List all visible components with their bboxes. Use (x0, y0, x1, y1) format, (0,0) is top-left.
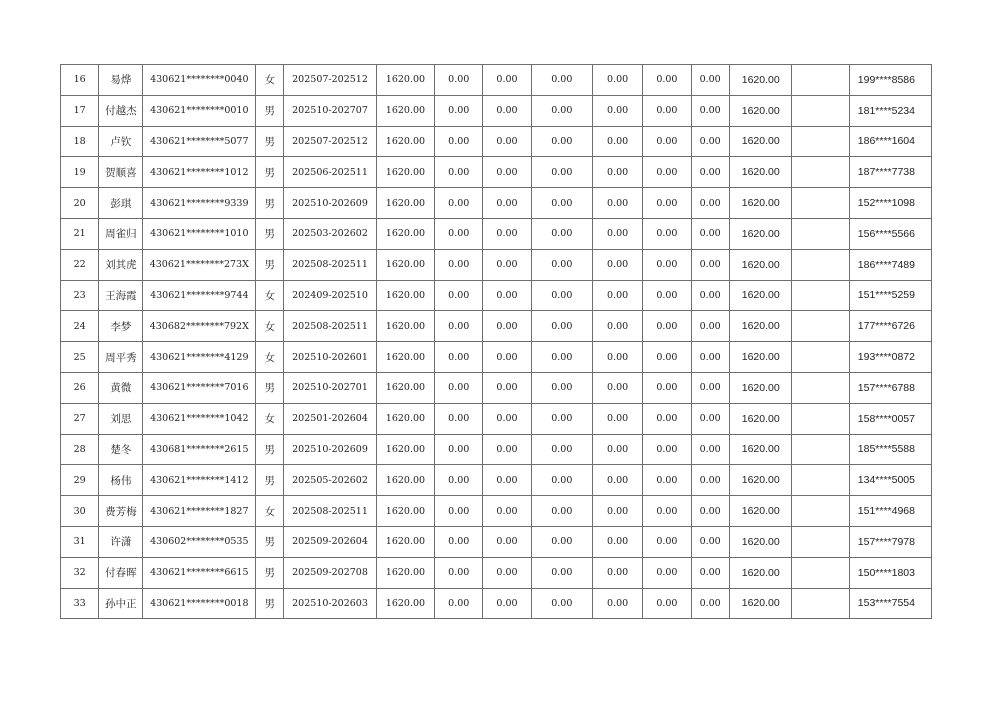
cell-gender: 男 (256, 126, 284, 157)
cell-deduction-3: 0.00 (531, 280, 592, 311)
cell-deduction-3: 0.00 (531, 249, 592, 280)
cell-deduction-1: 0.00 (435, 188, 483, 219)
cell-id-number: 430621********1010 (143, 218, 256, 249)
cell-subsidy-period: 202505-202602 (284, 465, 377, 496)
cell-total-amount: 1620.00 (729, 526, 791, 557)
cell-remarks (792, 280, 850, 311)
cell-remarks (792, 157, 850, 188)
cell-person-name: 许潇 (99, 526, 143, 557)
cell-deduction-3: 0.00 (531, 95, 592, 126)
cell-deduction-4: 0.00 (592, 588, 642, 619)
cell-deduction-6: 0.00 (691, 342, 729, 373)
cell-base-amount: 1620.00 (376, 249, 434, 280)
cell-deduction-5: 0.00 (643, 557, 691, 588)
cell-deduction-2: 0.00 (483, 588, 531, 619)
cell-base-amount: 1620.00 (376, 311, 434, 342)
cell-id-number: 430621********6615 (143, 557, 256, 588)
cell-deduction-1: 0.00 (435, 126, 483, 157)
cell-id-number: 430621********1412 (143, 465, 256, 496)
subsidy-table-page (60, 64, 932, 619)
cell-subsidy-period: 202503-202602 (284, 218, 377, 249)
cell-subsidy-period: 202507-202512 (284, 126, 377, 157)
cell-person-name: 杨伟 (99, 465, 143, 496)
cell-base-amount: 1620.00 (376, 465, 434, 496)
cell-gender: 男 (256, 434, 284, 465)
cell-phone-number: 181****5234 (850, 95, 932, 126)
cell-total-amount: 1620.00 (729, 95, 791, 126)
cell-deduction-3: 0.00 (531, 311, 592, 342)
cell-deduction-3: 0.00 (531, 126, 592, 157)
cell-total-amount: 1620.00 (729, 557, 791, 588)
cell-deduction-1: 0.00 (435, 526, 483, 557)
cell-total-amount: 1620.00 (729, 218, 791, 249)
cell-remarks (792, 95, 850, 126)
cell-row-number: 25 (61, 342, 99, 373)
cell-phone-number: 158****0057 (850, 403, 932, 434)
cell-person-name: 刘思 (99, 403, 143, 434)
cell-deduction-1: 0.00 (435, 496, 483, 527)
cell-base-amount: 1620.00 (376, 342, 434, 373)
cell-base-amount: 1620.00 (376, 280, 434, 311)
cell-person-name: 孙中正 (99, 588, 143, 619)
table-row (61, 188, 932, 219)
cell-deduction-3: 0.00 (531, 188, 592, 219)
cell-deduction-2: 0.00 (483, 249, 531, 280)
cell-deduction-6: 0.00 (691, 157, 729, 188)
cell-row-number: 26 (61, 372, 99, 403)
cell-gender: 男 (256, 372, 284, 403)
cell-base-amount: 1620.00 (376, 403, 434, 434)
cell-id-number: 430621********7016 (143, 372, 256, 403)
table-row (61, 403, 932, 434)
cell-phone-number: 156****5566 (850, 218, 932, 249)
cell-remarks (792, 526, 850, 557)
cell-remarks (792, 249, 850, 280)
cell-deduction-4: 0.00 (592, 126, 642, 157)
table-row (61, 218, 932, 249)
cell-gender: 女 (256, 403, 284, 434)
cell-gender: 女 (256, 342, 284, 373)
cell-phone-number: 152****1098 (850, 188, 932, 219)
cell-deduction-3: 0.00 (531, 526, 592, 557)
table-row (61, 280, 932, 311)
cell-deduction-5: 0.00 (643, 496, 691, 527)
cell-person-name: 周平秀 (99, 342, 143, 373)
cell-deduction-1: 0.00 (435, 372, 483, 403)
cell-total-amount: 1620.00 (729, 157, 791, 188)
cell-person-name: 易烨 (99, 65, 143, 96)
cell-phone-number: 157****6788 (850, 372, 932, 403)
cell-base-amount: 1620.00 (376, 157, 434, 188)
cell-deduction-2: 0.00 (483, 526, 531, 557)
cell-deduction-3: 0.00 (531, 65, 592, 96)
cell-deduction-1: 0.00 (435, 218, 483, 249)
cell-deduction-2: 0.00 (483, 65, 531, 96)
cell-total-amount: 1620.00 (729, 434, 791, 465)
cell-person-name: 王海霞 (99, 280, 143, 311)
cell-deduction-6: 0.00 (691, 280, 729, 311)
cell-deduction-4: 0.00 (592, 526, 642, 557)
cell-subsidy-period: 202501-202604 (284, 403, 377, 434)
cell-gender: 女 (256, 280, 284, 311)
cell-deduction-2: 0.00 (483, 311, 531, 342)
cell-deduction-2: 0.00 (483, 157, 531, 188)
table-row (61, 249, 932, 280)
cell-deduction-6: 0.00 (691, 588, 729, 619)
cell-deduction-3: 0.00 (531, 465, 592, 496)
cell-deduction-6: 0.00 (691, 465, 729, 496)
cell-deduction-4: 0.00 (592, 188, 642, 219)
cell-person-name: 李梦 (99, 311, 143, 342)
cell-deduction-1: 0.00 (435, 95, 483, 126)
cell-deduction-4: 0.00 (592, 557, 642, 588)
cell-deduction-4: 0.00 (592, 280, 642, 311)
cell-deduction-6: 0.00 (691, 372, 729, 403)
cell-phone-number: 150****1803 (850, 557, 932, 588)
cell-gender: 男 (256, 588, 284, 619)
cell-total-amount: 1620.00 (729, 342, 791, 373)
cell-deduction-5: 0.00 (643, 188, 691, 219)
cell-subsidy-period: 202510-202601 (284, 342, 377, 373)
cell-deduction-5: 0.00 (643, 126, 691, 157)
table-row (61, 465, 932, 496)
cell-total-amount: 1620.00 (729, 311, 791, 342)
cell-phone-number: 199****8586 (850, 65, 932, 96)
cell-deduction-3: 0.00 (531, 372, 592, 403)
cell-deduction-4: 0.00 (592, 157, 642, 188)
cell-deduction-3: 0.00 (531, 496, 592, 527)
cell-deduction-1: 0.00 (435, 403, 483, 434)
cell-deduction-1: 0.00 (435, 465, 483, 496)
cell-deduction-5: 0.00 (643, 465, 691, 496)
cell-row-number: 16 (61, 65, 99, 96)
cell-id-number: 430621********0040 (143, 65, 256, 96)
cell-person-name: 彭琪 (99, 188, 143, 219)
cell-deduction-4: 0.00 (592, 65, 642, 96)
cell-deduction-1: 0.00 (435, 588, 483, 619)
cell-total-amount: 1620.00 (729, 249, 791, 280)
cell-gender: 男 (256, 249, 284, 280)
cell-phone-number: 187****7738 (850, 157, 932, 188)
cell-deduction-4: 0.00 (592, 95, 642, 126)
table-row (61, 65, 932, 96)
cell-deduction-3: 0.00 (531, 557, 592, 588)
cell-deduction-6: 0.00 (691, 218, 729, 249)
cell-deduction-6: 0.00 (691, 403, 729, 434)
table-row (61, 557, 932, 588)
cell-total-amount: 1620.00 (729, 65, 791, 96)
cell-person-name: 贺顺喜 (99, 157, 143, 188)
cell-remarks (792, 342, 850, 373)
cell-phone-number: 151****5259 (850, 280, 932, 311)
cell-person-name: 费芳梅 (99, 496, 143, 527)
cell-phone-number: 157****7978 (850, 526, 932, 557)
cell-deduction-6: 0.00 (691, 526, 729, 557)
cell-deduction-2: 0.00 (483, 465, 531, 496)
cell-row-number: 30 (61, 496, 99, 527)
cell-deduction-2: 0.00 (483, 434, 531, 465)
cell-remarks (792, 372, 850, 403)
cell-deduction-4: 0.00 (592, 372, 642, 403)
cell-person-name: 卢钦 (99, 126, 143, 157)
cell-base-amount: 1620.00 (376, 526, 434, 557)
cell-deduction-1: 0.00 (435, 249, 483, 280)
cell-row-number: 27 (61, 403, 99, 434)
cell-person-name: 周雀归 (99, 218, 143, 249)
cell-deduction-2: 0.00 (483, 95, 531, 126)
cell-deduction-5: 0.00 (643, 65, 691, 96)
cell-id-number: 430682********792X (143, 311, 256, 342)
cell-subsidy-period: 202510-202609 (284, 188, 377, 219)
cell-deduction-4: 0.00 (592, 465, 642, 496)
cell-phone-number: 153****7554 (850, 588, 932, 619)
cell-gender: 男 (256, 465, 284, 496)
cell-id-number: 430621********9744 (143, 280, 256, 311)
cell-deduction-4: 0.00 (592, 403, 642, 434)
cell-person-name: 黄微 (99, 372, 143, 403)
cell-deduction-3: 0.00 (531, 434, 592, 465)
cell-deduction-4: 0.00 (592, 249, 642, 280)
cell-deduction-2: 0.00 (483, 557, 531, 588)
cell-subsidy-period: 202508-202511 (284, 311, 377, 342)
cell-deduction-3: 0.00 (531, 157, 592, 188)
cell-deduction-1: 0.00 (435, 157, 483, 188)
cell-row-number: 22 (61, 249, 99, 280)
cell-deduction-4: 0.00 (592, 434, 642, 465)
cell-deduction-5: 0.00 (643, 311, 691, 342)
cell-deduction-6: 0.00 (691, 126, 729, 157)
cell-base-amount: 1620.00 (376, 65, 434, 96)
cell-remarks (792, 65, 850, 96)
cell-deduction-4: 0.00 (592, 342, 642, 373)
cell-gender: 女 (256, 65, 284, 96)
cell-deduction-2: 0.00 (483, 403, 531, 434)
cell-phone-number: 177****6726 (850, 311, 932, 342)
cell-phone-number: 186****7489 (850, 249, 932, 280)
cell-deduction-2: 0.00 (483, 496, 531, 527)
cell-deduction-6: 0.00 (691, 188, 729, 219)
cell-subsidy-period: 202509-202604 (284, 526, 377, 557)
cell-gender: 男 (256, 188, 284, 219)
cell-deduction-1: 0.00 (435, 65, 483, 96)
cell-deduction-2: 0.00 (483, 188, 531, 219)
cell-id-number: 430621********9339 (143, 188, 256, 219)
cell-id-number: 430621********1827 (143, 496, 256, 527)
cell-deduction-4: 0.00 (592, 496, 642, 527)
table-row (61, 588, 932, 619)
cell-id-number: 430621********5077 (143, 126, 256, 157)
cell-subsidy-period: 202510-202707 (284, 95, 377, 126)
cell-id-number: 430681********2615 (143, 434, 256, 465)
cell-id-number: 430621********1042 (143, 403, 256, 434)
cell-subsidy-period: 202510-202603 (284, 588, 377, 619)
cell-phone-number: 185****5588 (850, 434, 932, 465)
cell-deduction-5: 0.00 (643, 95, 691, 126)
cell-remarks (792, 188, 850, 219)
cell-deduction-6: 0.00 (691, 557, 729, 588)
cell-remarks (792, 557, 850, 588)
cell-base-amount: 1620.00 (376, 434, 434, 465)
cell-base-amount: 1620.00 (376, 95, 434, 126)
table-row (61, 157, 932, 188)
table-row (61, 372, 932, 403)
cell-deduction-4: 0.00 (592, 218, 642, 249)
cell-row-number: 18 (61, 126, 99, 157)
cell-gender: 男 (256, 157, 284, 188)
cell-row-number: 29 (61, 465, 99, 496)
cell-subsidy-period: 202508-202511 (284, 249, 377, 280)
cell-deduction-1: 0.00 (435, 557, 483, 588)
table-row (61, 434, 932, 465)
cell-deduction-4: 0.00 (592, 311, 642, 342)
cell-remarks (792, 465, 850, 496)
cell-deduction-6: 0.00 (691, 249, 729, 280)
cell-total-amount: 1620.00 (729, 280, 791, 311)
cell-person-name: 付越杰 (99, 95, 143, 126)
cell-subsidy-period: 202409-202510 (284, 280, 377, 311)
table-body (61, 65, 932, 619)
cell-deduction-3: 0.00 (531, 218, 592, 249)
cell-deduction-6: 0.00 (691, 496, 729, 527)
cell-base-amount: 1620.00 (376, 588, 434, 619)
cell-remarks (792, 126, 850, 157)
cell-id-number: 430621********0010 (143, 95, 256, 126)
cell-total-amount: 1620.00 (729, 496, 791, 527)
cell-deduction-5: 0.00 (643, 526, 691, 557)
cell-gender: 男 (256, 557, 284, 588)
cell-deduction-6: 0.00 (691, 311, 729, 342)
subsidy-table (60, 64, 932, 619)
cell-id-number: 430621********1012 (143, 157, 256, 188)
cell-subsidy-period: 202508-202511 (284, 496, 377, 527)
cell-deduction-5: 0.00 (643, 280, 691, 311)
cell-row-number: 21 (61, 218, 99, 249)
cell-base-amount: 1620.00 (376, 496, 434, 527)
cell-subsidy-period: 202510-202701 (284, 372, 377, 403)
cell-id-number: 430621********0018 (143, 588, 256, 619)
cell-subsidy-period: 202509-202708 (284, 557, 377, 588)
cell-deduction-5: 0.00 (643, 588, 691, 619)
cell-total-amount: 1620.00 (729, 465, 791, 496)
cell-person-name: 付春晖 (99, 557, 143, 588)
cell-total-amount: 1620.00 (729, 372, 791, 403)
cell-deduction-5: 0.00 (643, 372, 691, 403)
cell-phone-number: 186****1604 (850, 126, 932, 157)
cell-deduction-5: 0.00 (643, 218, 691, 249)
table-row (61, 496, 932, 527)
cell-deduction-2: 0.00 (483, 372, 531, 403)
cell-id-number: 430621********4129 (143, 342, 256, 373)
cell-deduction-1: 0.00 (435, 311, 483, 342)
cell-row-number: 17 (61, 95, 99, 126)
cell-total-amount: 1620.00 (729, 403, 791, 434)
cell-row-number: 33 (61, 588, 99, 619)
cell-base-amount: 1620.00 (376, 188, 434, 219)
cell-deduction-6: 0.00 (691, 95, 729, 126)
cell-deduction-2: 0.00 (483, 342, 531, 373)
cell-deduction-5: 0.00 (643, 434, 691, 465)
cell-remarks (792, 588, 850, 619)
cell-deduction-6: 0.00 (691, 434, 729, 465)
cell-remarks (792, 311, 850, 342)
cell-subsidy-period: 202507-202512 (284, 65, 377, 96)
cell-remarks (792, 218, 850, 249)
cell-total-amount: 1620.00 (729, 126, 791, 157)
cell-phone-number: 193****0872 (850, 342, 932, 373)
cell-remarks (792, 434, 850, 465)
cell-person-name: 刘其虎 (99, 249, 143, 280)
cell-row-number: 23 (61, 280, 99, 311)
cell-base-amount: 1620.00 (376, 372, 434, 403)
cell-row-number: 20 (61, 188, 99, 219)
cell-id-number: 430602********0535 (143, 526, 256, 557)
cell-remarks (792, 403, 850, 434)
cell-gender: 男 (256, 218, 284, 249)
table-row (61, 95, 932, 126)
cell-base-amount: 1620.00 (376, 218, 434, 249)
cell-id-number: 430621********273X (143, 249, 256, 280)
cell-gender: 男 (256, 95, 284, 126)
cell-deduction-3: 0.00 (531, 403, 592, 434)
cell-phone-number: 134****5005 (850, 465, 932, 496)
cell-deduction-5: 0.00 (643, 249, 691, 280)
cell-row-number: 32 (61, 557, 99, 588)
cell-deduction-5: 0.00 (643, 342, 691, 373)
cell-deduction-3: 0.00 (531, 588, 592, 619)
cell-person-name: 楚冬 (99, 434, 143, 465)
cell-subsidy-period: 202510-202609 (284, 434, 377, 465)
cell-subsidy-period: 202506-202511 (284, 157, 377, 188)
cell-gender: 女 (256, 496, 284, 527)
cell-deduction-5: 0.00 (643, 403, 691, 434)
cell-base-amount: 1620.00 (376, 126, 434, 157)
cell-deduction-5: 0.00 (643, 157, 691, 188)
cell-base-amount: 1620.00 (376, 557, 434, 588)
cell-row-number: 31 (61, 526, 99, 557)
cell-total-amount: 1620.00 (729, 188, 791, 219)
cell-row-number: 24 (61, 311, 99, 342)
cell-total-amount: 1620.00 (729, 588, 791, 619)
cell-deduction-2: 0.00 (483, 218, 531, 249)
table-row (61, 126, 932, 157)
cell-deduction-6: 0.00 (691, 65, 729, 96)
cell-row-number: 28 (61, 434, 99, 465)
cell-row-number: 19 (61, 157, 99, 188)
cell-deduction-3: 0.00 (531, 342, 592, 373)
cell-deduction-1: 0.00 (435, 342, 483, 373)
cell-deduction-1: 0.00 (435, 280, 483, 311)
cell-gender: 女 (256, 311, 284, 342)
cell-deduction-2: 0.00 (483, 126, 531, 157)
cell-gender: 男 (256, 526, 284, 557)
cell-remarks (792, 496, 850, 527)
cell-deduction-1: 0.00 (435, 434, 483, 465)
table-row (61, 311, 932, 342)
cell-phone-number: 151****4968 (850, 496, 932, 527)
cell-deduction-2: 0.00 (483, 280, 531, 311)
table-row (61, 342, 932, 373)
table-row (61, 526, 932, 557)
